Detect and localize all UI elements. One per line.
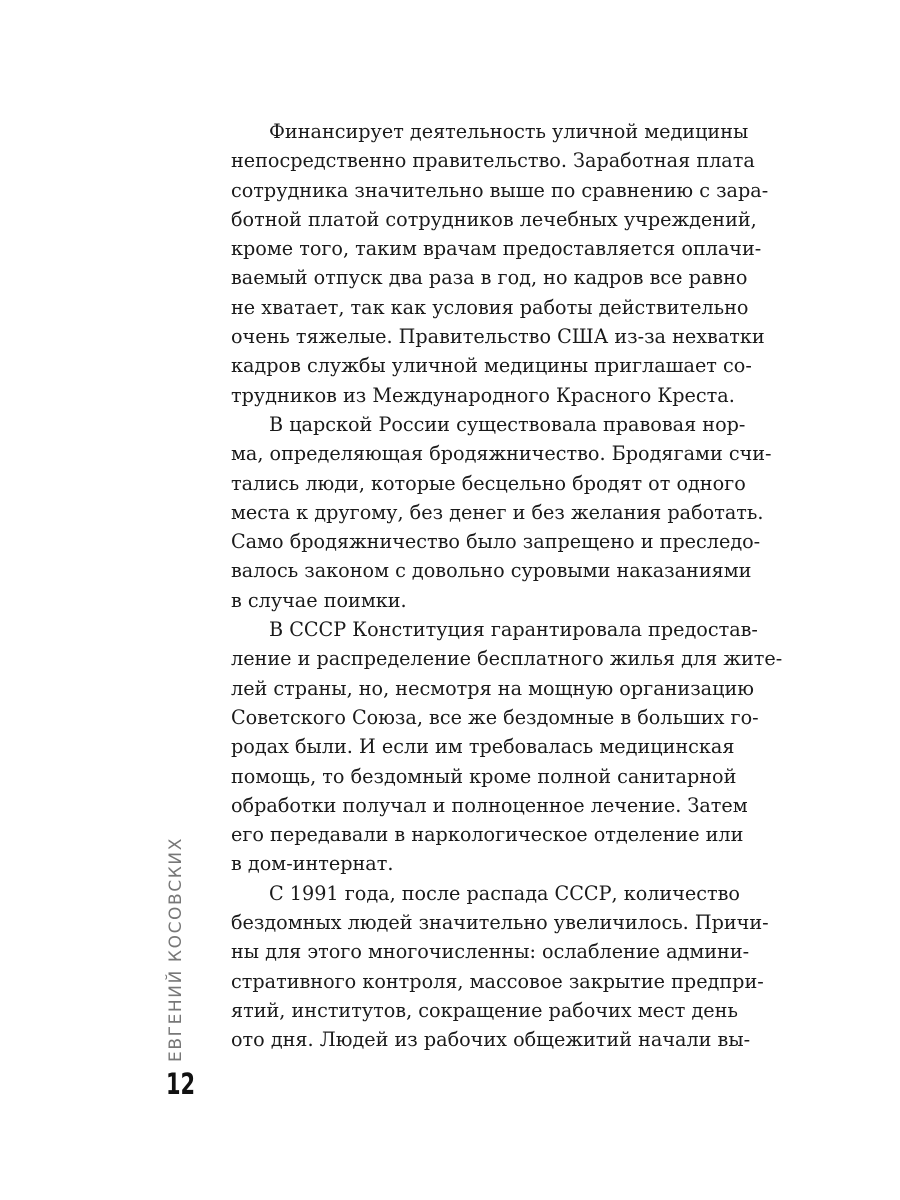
text-line: кадров службы уличной медицины приглашает со-	[231, 354, 752, 378]
text-line: В СССР Конституция гарантировала предостав-	[269, 618, 758, 642]
text-line: родах были. И если им требовалась медицинская	[231, 735, 735, 759]
text-line: Само бродяжничество было запрещено и преследо-	[231, 530, 761, 554]
paragraph-tsarist-russia	[231, 410, 772, 615]
text-line: в случае поимки.	[231, 588, 407, 612]
paragraph-ussr	[231, 615, 783, 879]
text-line: ление и распределение бесплатного жилья для жите-	[231, 647, 783, 671]
text-line: лей страны, но, несмотря на мощную организацию	[231, 676, 754, 700]
text-line: трудников из Международного Красного Креста.	[231, 383, 735, 407]
text-line: кроме того, таким врачам предоставляется оплачи-	[231, 237, 762, 261]
text-line: непосредственно правительство. Заработная плата	[231, 149, 755, 173]
text-line: ны для этого многочисленны: ослабление админи-	[231, 940, 750, 964]
running-head-author: ЕВГЕНИЙ КОСОВСКИХ	[166, 837, 186, 1062]
text-line: бездомных людей значительно увеличилось. Причи-	[231, 911, 769, 935]
body-text	[231, 117, 783, 1055]
text-line: Советского Союза, все же бездомные в больших го-	[231, 705, 759, 729]
text-line: помощь, то бездомный кроме полной санитарной	[231, 764, 737, 788]
text-line: ваемый отпуск два раза в год, но кадров все равно	[231, 266, 748, 290]
text-line: в дом-интернат.	[231, 852, 394, 876]
page-number: 12	[166, 1067, 196, 1101]
text-line: В царской России существовала правовая нор-	[269, 412, 746, 436]
text-line: стративного контроля, массовое закрытие предпри-	[231, 969, 764, 993]
text-line: ботной платой сотрудников лечебных учреждений,	[231, 207, 757, 231]
text-line: С 1991 года, после распада СССР, количество	[269, 881, 740, 905]
text-line: обработки получал и полноценное лечение. Затем	[231, 793, 748, 817]
paragraph-post-1991	[231, 879, 769, 1055]
text-line: его передавали в наркологическое отделение или	[231, 823, 744, 847]
text-line: ятий, институтов, сокращение рабочих мест день	[231, 998, 738, 1022]
paragraph-street-medicine	[231, 117, 769, 410]
text-line: сотрудника значительно выше по сравнению с зара-	[231, 178, 769, 202]
text-line: не хватает, так как условия работы действительно	[231, 295, 749, 319]
text-line: ма, определяющая бродяжничество. Бродягами счи-	[231, 442, 772, 466]
text-line: очень тяжелые. Правительство США из-за нехватки	[231, 325, 765, 349]
text-line: места к другому, без денег и без желания работать.	[231, 500, 764, 524]
text-line: Финансирует деятельность уличной медицины	[269, 120, 749, 143]
text-line: ото дня. Людей из рабочих общежитий начали вы-	[231, 1028, 751, 1052]
text-line: тались люди, которые бесцельно бродят от одного	[231, 471, 746, 495]
text-line: валось законом с довольно суровыми наказаниями	[231, 559, 752, 583]
